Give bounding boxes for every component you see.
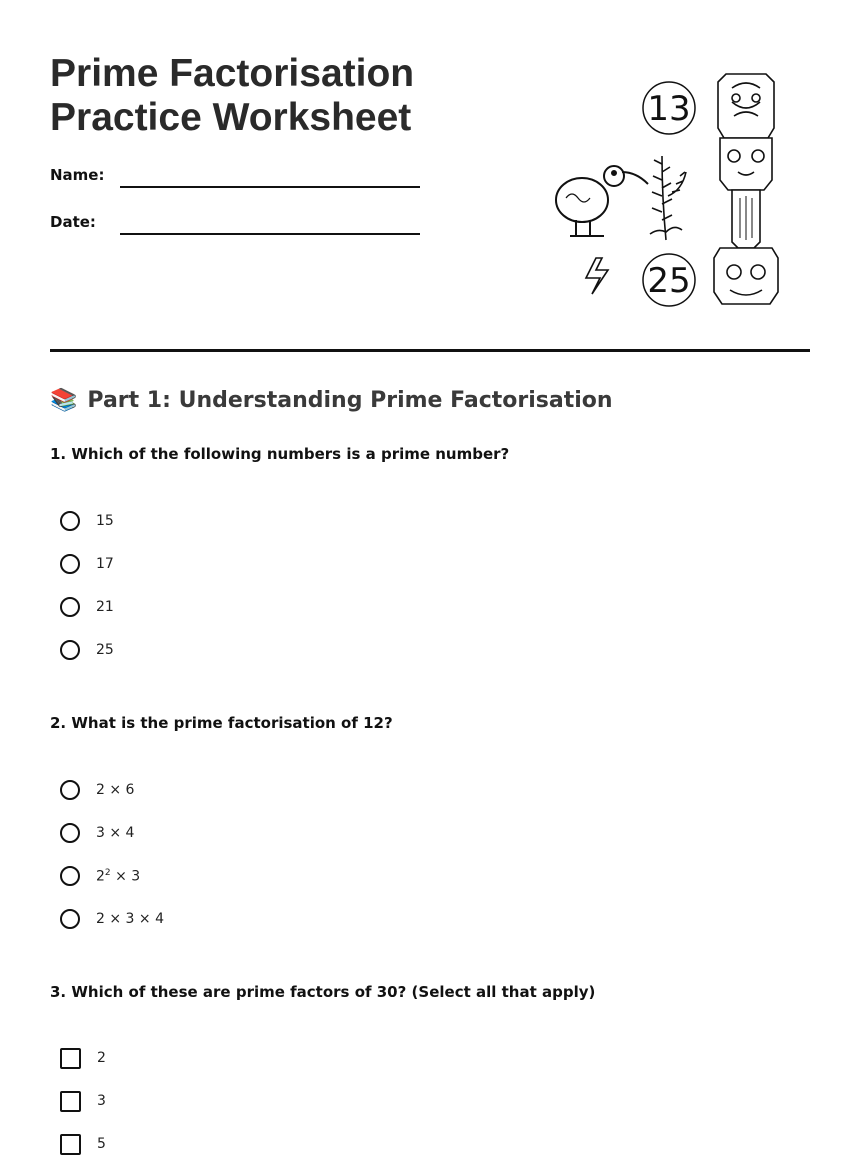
name-field[interactable] bbox=[120, 186, 420, 188]
title-line-1: Prime Factorisation bbox=[50, 52, 415, 95]
radio-button[interactable] bbox=[60, 909, 80, 929]
carved-totem-icon bbox=[714, 74, 778, 304]
option-label: 17 bbox=[96, 556, 114, 572]
part-1-title: Part 1: Understanding Prime Factorisation bbox=[87, 388, 613, 413]
q3-option-2[interactable] bbox=[60, 1046, 106, 1070]
worksheet-title bbox=[50, 52, 414, 140]
lightning-icon bbox=[586, 258, 608, 294]
part-1-heading bbox=[50, 388, 613, 413]
option-label bbox=[96, 868, 140, 885]
section-divider bbox=[50, 349, 810, 352]
number-badge-13 bbox=[643, 82, 695, 134]
option-label: 15 bbox=[96, 513, 114, 529]
option-base: 2 bbox=[96, 868, 105, 885]
kiwi-bird-icon bbox=[556, 166, 648, 236]
option-label: 2 × 6 bbox=[96, 782, 135, 798]
q2-option-c[interactable] bbox=[60, 864, 140, 888]
option-label: 3 × 4 bbox=[96, 825, 135, 841]
q3-option-3[interactable] bbox=[60, 1089, 106, 1113]
q2-option-a[interactable] bbox=[60, 778, 134, 802]
date-label: Date: bbox=[50, 213, 96, 231]
radio-button[interactable] bbox=[60, 640, 80, 660]
q3-option-5[interactable] bbox=[60, 1132, 106, 1156]
q1-option-25[interactable] bbox=[60, 638, 114, 662]
radio-button[interactable] bbox=[60, 780, 80, 800]
option-rest: × 3 bbox=[110, 868, 141, 885]
header-illustration bbox=[550, 68, 790, 314]
option-label: 2 × 3 × 4 bbox=[96, 911, 164, 927]
fern-icon bbox=[650, 156, 686, 240]
q2-option-d[interactable] bbox=[60, 907, 164, 931]
question-2: 2. What is the prime factorisation of 12? bbox=[50, 714, 393, 732]
svg-text:25: 25 bbox=[647, 261, 691, 301]
svg-text:13: 13 bbox=[647, 89, 691, 129]
date-field[interactable] bbox=[120, 233, 420, 235]
radio-button[interactable] bbox=[60, 597, 80, 617]
option-label: 5 bbox=[97, 1136, 106, 1152]
q1-option-15[interactable] bbox=[60, 509, 114, 533]
question-1: 1. Which of the following numbers is a prime number? bbox=[50, 445, 510, 463]
number-badge-25 bbox=[643, 254, 695, 306]
books-icon: 📚 bbox=[50, 388, 78, 413]
radio-button[interactable] bbox=[60, 866, 80, 886]
radio-button[interactable] bbox=[60, 554, 80, 574]
option-exponent: 2 bbox=[104, 867, 111, 878]
question-3: 3. Which of these are prime factors of 30? (Select all that apply) bbox=[50, 983, 596, 1001]
option-label: 25 bbox=[96, 642, 114, 658]
checkbox[interactable] bbox=[60, 1134, 81, 1155]
name-label: Name: bbox=[50, 166, 105, 184]
q1-option-21[interactable] bbox=[60, 595, 114, 619]
checkbox[interactable] bbox=[60, 1091, 81, 1112]
radio-button[interactable] bbox=[60, 511, 80, 531]
title-line-2: Practice Worksheet bbox=[50, 96, 412, 139]
option-label: 2 bbox=[97, 1050, 106, 1066]
option-label: 3 bbox=[97, 1093, 106, 1109]
q2-option-b[interactable] bbox=[60, 821, 134, 845]
option-label: 21 bbox=[96, 599, 114, 615]
checkbox[interactable] bbox=[60, 1048, 81, 1069]
radio-button[interactable] bbox=[60, 823, 80, 843]
q1-option-17[interactable] bbox=[60, 552, 114, 576]
